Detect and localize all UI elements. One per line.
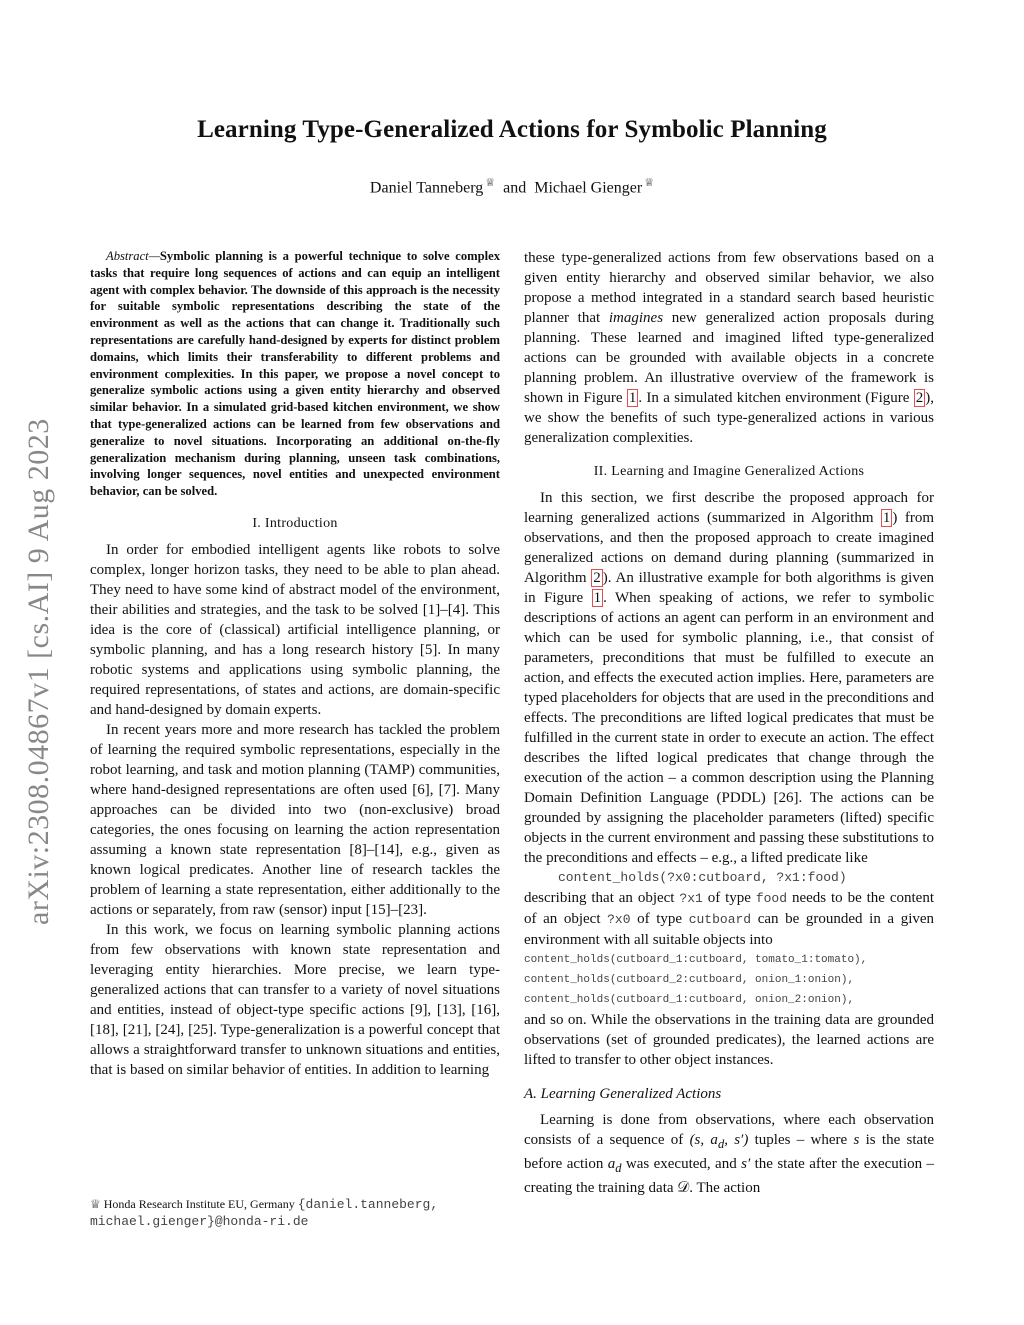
paragraph: In this section, we first describe the proposed approach for learning generalized actions (summarized in Algorithm 1 ) from observations, and then the proposed approach to create imagined generalized actions on demand during planning (summarized in Algorithm 2 ). An illustrative example for both algorithms is given in Figure 1 . When speaking of actions, we refer to symbolic descriptions of actions an agent can perform in an environment and which can be used for symbolic planning, i.e., that consist of parameters, preconditions that must be fulfilled to execute an action, and effects the executed action implies. Here, parameters are typed placeholders for objects that are used in the preconditions and effects. The preconditions are lifted logical predicates that must be fulfilled in the current state in order to execute an action. The effect describes the lifted logical predicates that change through the execution of the action – a common description using the Planning Domain Definition Language (PDDL) [26]. The actions can be grounded by assigning the placeholder parameters (lifted) specific objects in the current environment and passing these substitutions to the preconditions and effects – e.g., a lifted predicate like — [524, 490, 935, 866]
author-name: Daniel Tanneberg — [369, 179, 484, 197]
affiliation-text: Honda Research Institute EU, Germany — [103, 1197, 295, 1211]
algorithm-link[interactable]: 1 — [882, 510, 891, 526]
grounded-predicate: content_holds(cutboard_2:cutboard, onion_1:onion), — [524, 974, 855, 986]
author-separator: and — [503, 179, 527, 197]
grounded-predicate: content_holds(cutboard_1:cutboard, onion_2:onion), — [524, 994, 855, 1006]
paragraph: In recent years more and more research has tackled the problem of learning the required symbolic representations, especially in the robot learning, and task and motion planning (TAMP) communities, where hand-designed representations are often used [6], [7]. Many approaches can be divided into two (non-exclusive) broad categories, the ones focusing on learning the action representation assuming a known state representation [8]–[14], e.g., given as known logical predicates. Another line of research tackles the problem of learning a state representation, either additionally to the actions or separately, from raw (sensor) input [15]–[23]. — [90, 721, 500, 918]
affiliation-mark-icon: ♕ — [90, 1197, 101, 1211]
algorithm-link[interactable]: 2 — [593, 570, 601, 586]
paragraph: these type-generalized actions from few observations based on a given entity hierarchy and observed similar behavior, we also propose a method integrated in a standard search based heuristic planner that imagines new generalized action proposals during planning. These learned and imagined lifted type-generalized actions can be grounded with available objects in a concrete planning problem. An illustrative overview of the framework is shown in Figure 1 . In a simulated kitchen environment (Figure 2 ), we show the benefits of such type-generalized actions in various generalization complexities. — [524, 250, 935, 446]
arxiv-stamp-text: arXiv:2308.04867v1 [cs.AI] 9 Aug 2023 — [22, 418, 55, 925]
author-line — [0, 176, 1024, 197]
abstract: Abstract—Symbolic planning is a powerful technique to solve complex tasks that require long sequences of actions and can equip an intelligent agent with complex behavior. The downside of this approach is the necessity for suitable symbolic representations describing the state of the environment as well as the actions that can change it. Traditionally such representations are carefully hand-designed by experts for distinct problem domains, which limits their transferability to different problems and environment complexities. In this paper, we propose a novel concept to generalize symbolic actions using a given entity hierarchy and observed similar behavior. In a simulated grid-based kitchen environment, we show that type-generalized actions can be learned from few observations and generalize to novel situations. Incorporating an additional on-the-fly generalization mechanism during planning, unseen task combinations, involving longer sequences, novel entities and unexpected environment behavior, can be solved. — [90, 249, 500, 499]
figure-link[interactable]: 1 — [593, 590, 602, 606]
predicate-example: content_holds(?x0:cutboard, ?x1:food) — [558, 870, 847, 885]
paper-title: Learning Type-Generalized Actions for Symbolic Planning — [197, 116, 827, 143]
grounded-predicate: content_holds(cutboard_1:cutboard, tomato_1:tomato), — [524, 954, 868, 966]
paragraph: Learning is done from observations, where each observation consists of a sequence of (s, $a_d$, s′) tuples – where s is the state before action $a_d$ was executed, and s′ the state after the execution – creating the training data 𝒟. The action — [524, 1112, 935, 1196]
figure-link[interactable]: 1 — [628, 390, 637, 406]
arxiv-stamp — [22, 365, 62, 925]
section-heading: II. Learning and Imagine Generalized Actions — [593, 464, 865, 479]
abstract-label: Abstract — [106, 249, 149, 263]
section-heading: I. Introduction — [252, 515, 338, 531]
paragraph: In order for embodied intelligent agents like robots to solve complex, longer horizon tasks, they need to be able to plan ahead. They need to have some kind of abstract model of the environment, their abilities and strategies, and the task to be solved [1]–[4]. This idea is the core of (classical) artificial intelligence planning, or symbolic planning, and has a long research history [5]. In many robotic systems and applications using symbolic planning, the required representations, of states and actions, are domain-specific and hand-designed by domain experts. — [90, 541, 500, 718]
subsection-heading: A. Learning Generalized Actions — [524, 1086, 722, 1102]
footnote — [90, 1196, 500, 1230]
left-column — [90, 248, 500, 1080]
right-column — [524, 248, 934, 1198]
email-addresses[interactable]: {daniel.tanneberg, michael.gienger}@honda-ri.de — [90, 1197, 439, 1229]
paragraph: and so on. While the observations in the training data are grounded observations (set of grounded predicates), the learned actions are lifted to transfer to other object instances. — [524, 1012, 934, 1068]
emphasis: imagines — [608, 310, 664, 326]
figure-link[interactable]: 2 — [915, 390, 924, 406]
affiliation-mark-icon: ♕ — [644, 177, 655, 189]
affiliation-mark-icon: ♕ — [485, 177, 496, 189]
author-name: Michael Gienger — [534, 179, 643, 197]
abstract-text: Symbolic planning is a powerful technique to solve complex tasks that require long sequences of actions and can equip an intelligent agent with complex behavior. The downside of this approach is the necessity for suitable symbolic representations describing the state of the environment as well as the actions that can change it. Traditionally such representations are carefully hand-designed by experts for distinct problem domains, which limits their transferability to different problems and environment complexities. In this paper, we propose a novel concept to generalize symbolic actions using a given entity hierarchy and observed similar behavior. In a simulated grid-based kitchen environment, we show that type-generalized actions can be learned from few observations and generalize to novel situations. Incorporating an additional on-the-fly generalization mechanism during planning, unseen task combinations, involving longer sequences, novel entities and unexpected environment behavior, can be solved. — [90, 249, 500, 499]
paragraph: In this work, we focus on learning symbolic planning actions from few observations with known state representation and leveraging entity hierarchies. More precise, we learn type-generalized actions that can transfer to a variety of novel situations and entities, instead of object-type specific actions [9], [13], [16], [18], [21], [24], [25]. Type-generalization is a powerful concept that allows a straightforward transfer to unknown situations and entities, that is based on similar behavior of entities. In addition to learning — [90, 921, 500, 1078]
paragraph: describing that an object ?x1 of type food needs to be the content of an object ?x0 of type cutboard can be grounded in a given environment with all suitable objects into — [524, 890, 935, 948]
